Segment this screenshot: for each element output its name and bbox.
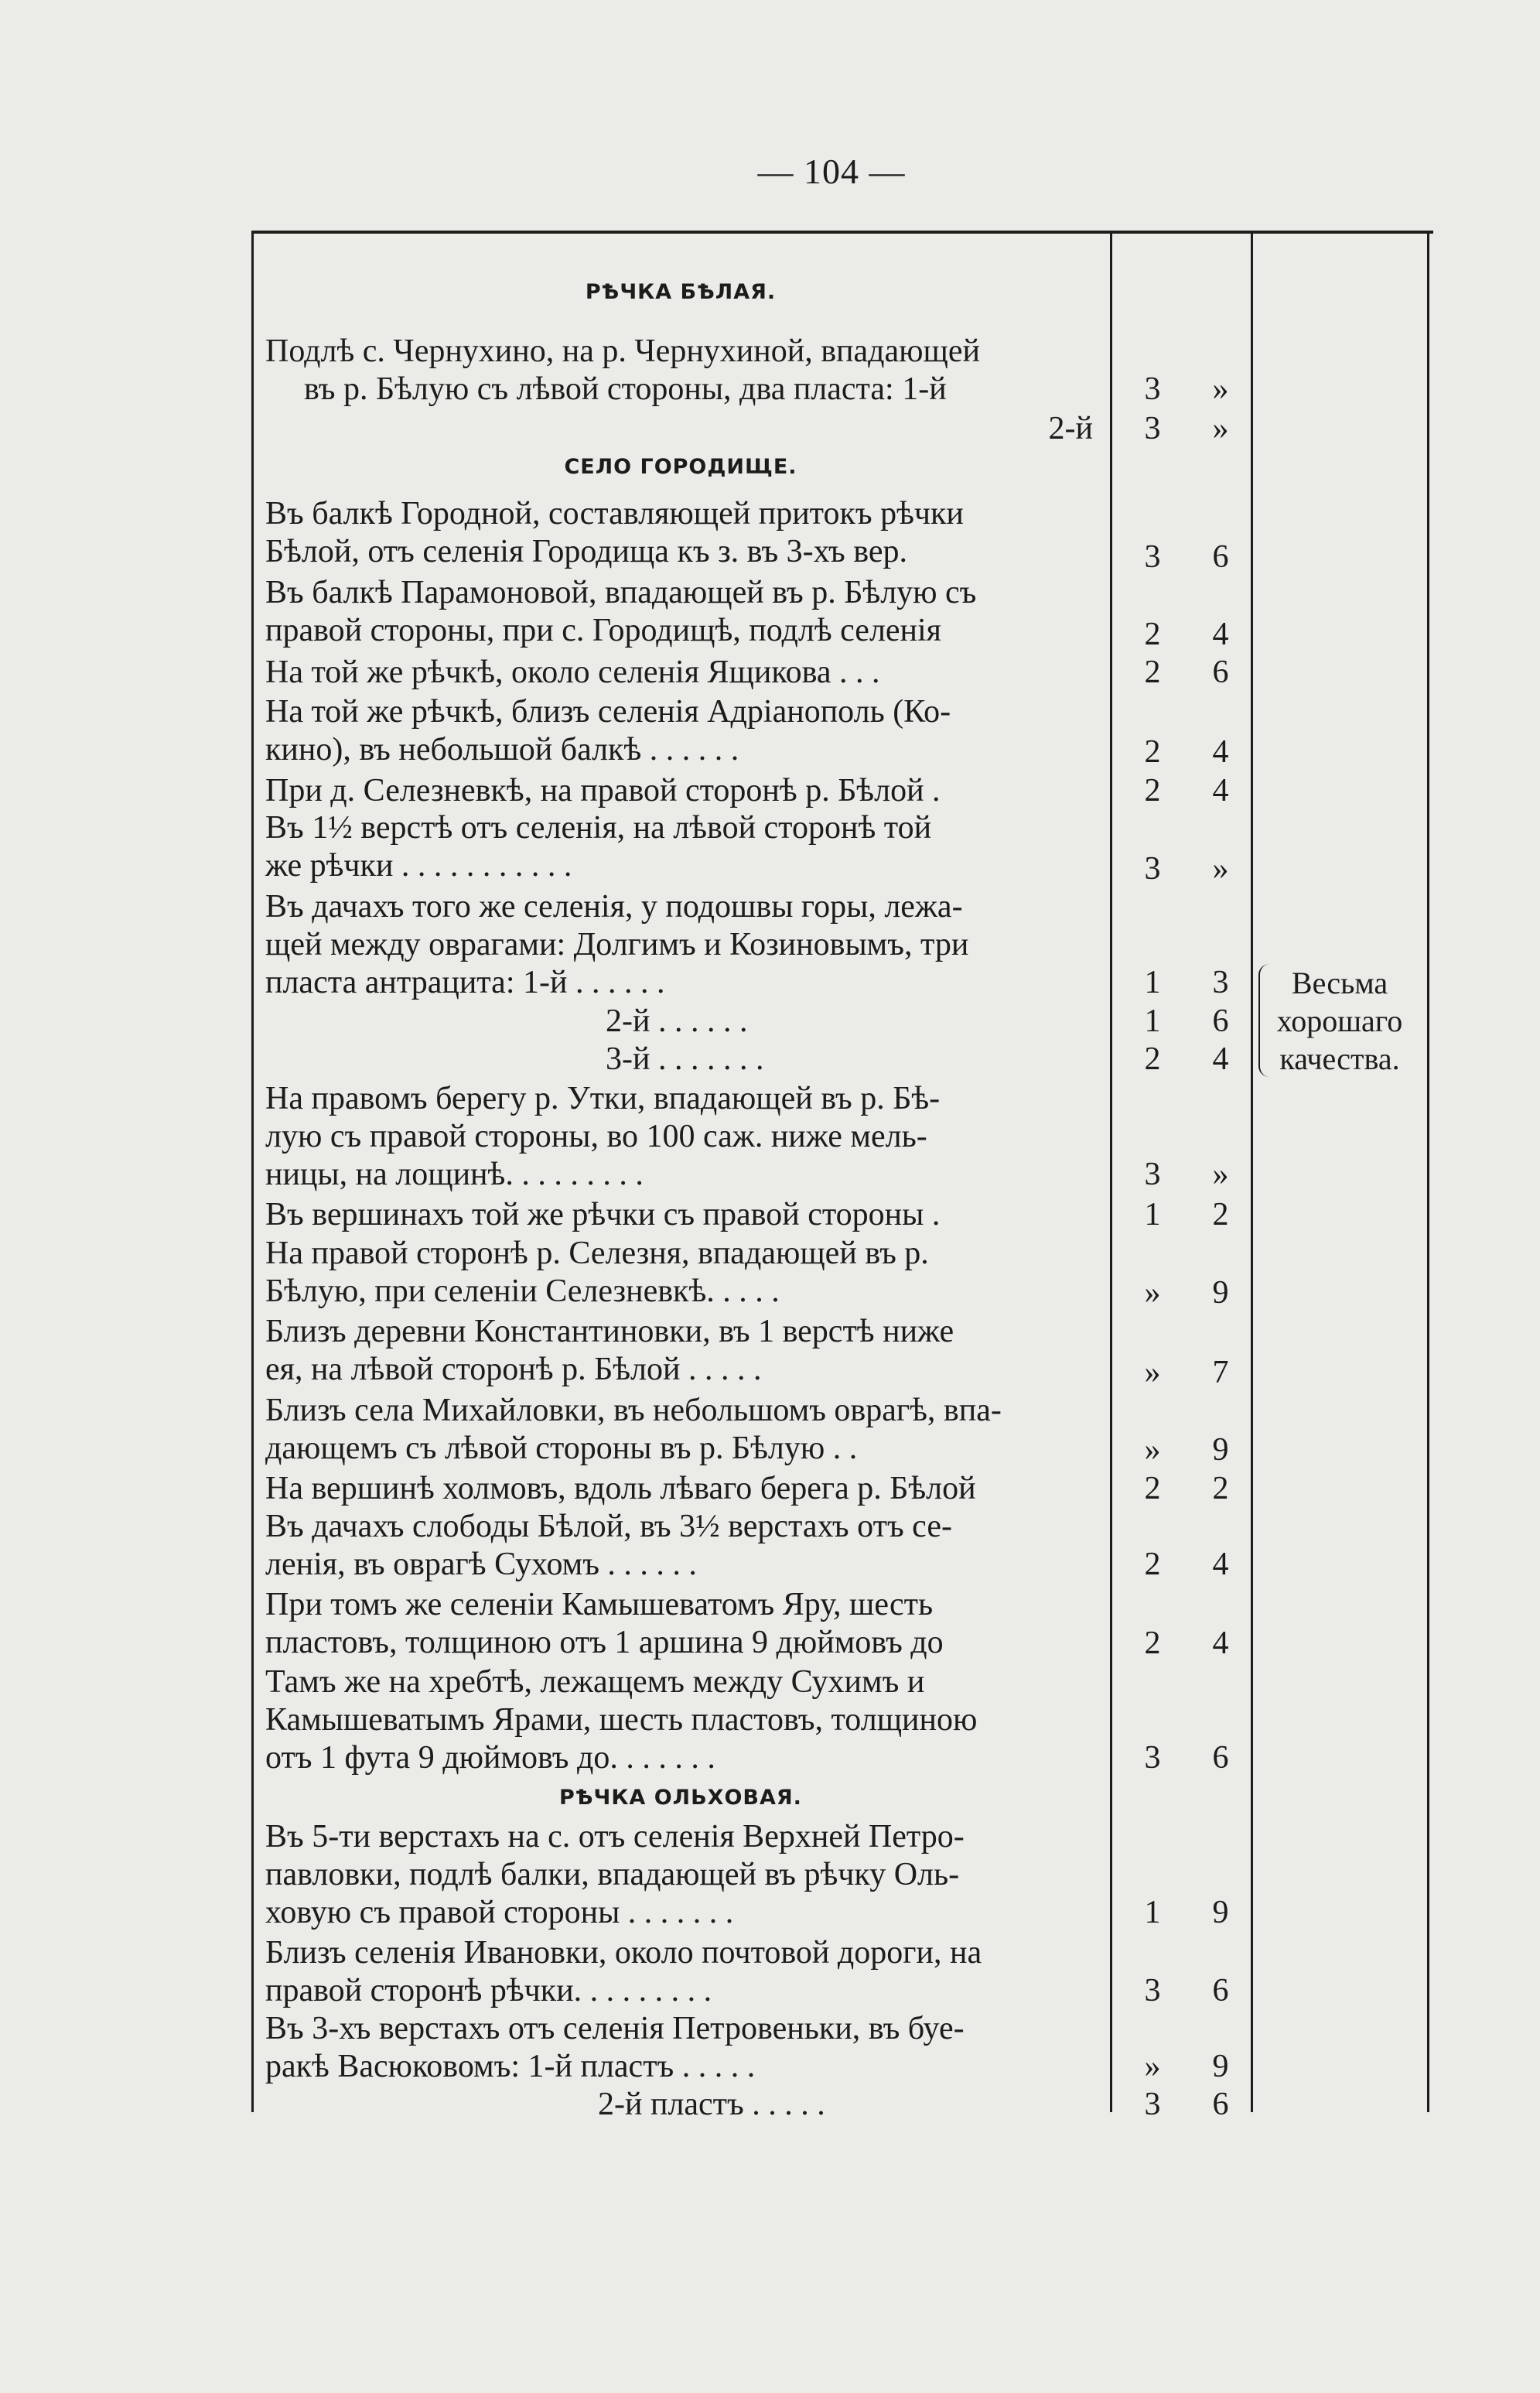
entry-line: Въ балкѣ Городной, составляющей притокъ рѣчки xyxy=(265,496,964,532)
entry-line: На правомъ берегу р. Утки, впадающей въ р. Бѣ- xyxy=(265,1081,941,1116)
entry-line: Въ 1½ верстѣ отъ селенія, на лѣвой сторонѣ той xyxy=(265,810,932,846)
entry-line: Въ 3-хъ верстахъ отъ селенія Петровеньки, въ буе- xyxy=(265,2011,965,2046)
value-col2: 9 xyxy=(1212,1895,1229,1930)
value-col2: 6 xyxy=(1212,1973,1229,2008)
value-col2: 4 xyxy=(1212,773,1229,808)
entry-line: щей между оврагами: Долгимъ и Козиновымъ, три xyxy=(265,927,969,962)
entry-line: же рѣчки . . . . . . . . . . . xyxy=(265,848,572,884)
entry-line: ницы, на лощинѣ. . . . . . . . . xyxy=(265,1157,644,1192)
table-row xyxy=(265,1235,1101,1311)
entry-line: На вершинѣ холмовъ, вдоль лѣваго берега р. Бѣлой xyxy=(265,1471,976,1506)
table-row xyxy=(265,1934,1101,2010)
coal-seams-table xyxy=(251,231,1433,2122)
table-row xyxy=(265,772,1101,810)
value-col2: 4 xyxy=(1212,617,1229,652)
entry-line: 2-й xyxy=(1048,411,1093,446)
value-col1: 2 xyxy=(1144,655,1161,690)
value-col1: 3 xyxy=(1144,851,1161,887)
table-row xyxy=(265,1508,1101,1584)
value-col1: 2 xyxy=(1144,734,1161,770)
entry-line: пласта антрацита: 1-й . . . . . . xyxy=(265,965,665,1000)
table-row xyxy=(265,1663,1101,1777)
value-col1: 1 xyxy=(1144,965,1161,1000)
value-col1: 1 xyxy=(1144,1197,1161,1232)
entry-line: правой стороны, при с. Городищѣ, подлѣ селенія xyxy=(265,613,942,648)
entry-line: отъ 1 фута 9 дюймовъ до. . . . . . . xyxy=(265,1740,715,1776)
entry-line: Въ дачахъ того же селенія, у подошвы горы, лежа- xyxy=(265,889,963,925)
note-line: хорошаго xyxy=(1276,1003,1403,1038)
table-row xyxy=(265,2086,1101,2124)
page-number: — 104 — xyxy=(757,152,906,191)
table-row xyxy=(265,1196,1101,1234)
entry-line: дающемъ съ лѣвой стороны въ р. Бѣлую . . xyxy=(265,1431,858,1466)
table-row xyxy=(265,1818,1101,1932)
entry-line: На правой сторонѣ р. Селезня, впадающей въ р. xyxy=(265,1236,929,1271)
table-row xyxy=(265,410,1101,448)
entry-line: правой сторонѣ рѣчки. . . . . . . . . xyxy=(265,1973,712,2008)
section-heading-belaya: РѢЧКА БѢЛАЯ. xyxy=(585,280,777,304)
entry-line: ленія, въ оврагѣ Сухомъ . . . . . . xyxy=(265,1547,697,1582)
value-col1: » xyxy=(1144,1432,1161,1468)
value-col1: 3 xyxy=(1144,371,1161,407)
value-col2: » xyxy=(1212,1157,1229,1192)
table-row xyxy=(265,495,1101,571)
section-heading-olkhovaya: РѢЧКА ОЛЬХОВАЯ. xyxy=(559,1786,802,1810)
table-row xyxy=(265,654,1101,692)
value-col1: 2 xyxy=(1144,1547,1161,1582)
value-col2: 6 xyxy=(1212,1003,1229,1039)
entry-line: На той же рѣчкѣ, около селенія Ящикова . . . xyxy=(265,655,880,690)
entry-line: ея, на лѣвой сторонѣ р. Бѣлой . . . . . xyxy=(265,1352,762,1387)
value-col2: 6 xyxy=(1212,539,1229,575)
value-col1: 2 xyxy=(1144,1471,1161,1506)
entry-line: При томъ же селеніи Камышеватомъ Яру, шесть xyxy=(265,1587,934,1622)
table-row xyxy=(265,2010,1101,2086)
value-col1: » xyxy=(1144,1355,1161,1390)
value-col1: 3 xyxy=(1144,1157,1161,1192)
entry-line: 2-й . . . . . . xyxy=(606,1003,748,1039)
value-col1: 1 xyxy=(1144,1003,1161,1039)
entry-line: При д. Селезневкѣ, на правой сторонѣ р. Бѣлой . xyxy=(265,773,941,808)
table-row xyxy=(265,1080,1101,1194)
entry-line: Близъ деревни Константиновки, въ 1 верстѣ ниже xyxy=(265,1314,954,1349)
value-col2: 9 xyxy=(1212,1432,1229,1468)
value-col2: » xyxy=(1212,411,1229,446)
entry-line: павловки, подлѣ балки, впадающей въ рѣчку Оль- xyxy=(265,1857,960,1892)
value-col2: » xyxy=(1212,851,1229,887)
entry-line: Въ 5-ти верстахъ на с. отъ селенія Верхней Петро- xyxy=(265,1819,965,1855)
value-col2: 6 xyxy=(1212,655,1229,690)
quality-note xyxy=(1258,964,1421,1078)
value-col1: 2 xyxy=(1144,773,1161,808)
entry-line: кино), въ небольшой балкѣ . . . . . . xyxy=(265,732,739,767)
value-col2: 4 xyxy=(1212,734,1229,770)
value-col2: 4 xyxy=(1212,1041,1229,1077)
entry-line: Бѣлой, отъ селенія Городища къ з. въ 3-хъ вер. xyxy=(265,534,907,569)
entry-line: ховую съ правой стороны . . . . . . . xyxy=(265,1895,734,1930)
value-col2: 9 xyxy=(1212,2049,1229,2084)
value-col2: 6 xyxy=(1212,1740,1229,1776)
table-row xyxy=(265,693,1101,769)
entry-line: Камышеватымъ Ярами, шесть пластовъ, толщиною xyxy=(265,1702,978,1738)
value-col2: » xyxy=(1212,371,1229,407)
value-col1: » xyxy=(1144,1275,1161,1311)
table-row xyxy=(265,333,1101,409)
table-row xyxy=(265,1041,1101,1079)
table-row xyxy=(265,1313,1101,1389)
entry-line: Въ вершинахъ той же рѣчки съ правой стороны . xyxy=(265,1197,941,1232)
table-row xyxy=(265,888,1101,1002)
value-col2: 6 xyxy=(1212,2087,1229,2122)
table-row xyxy=(265,1470,1101,1508)
table-row xyxy=(265,1586,1101,1662)
note-line: Весьма xyxy=(1291,966,1388,1000)
entry-line: въ р. Бѣлую съ лѣвой стороны, два пласта: 1-й xyxy=(304,371,947,407)
value-col2: 4 xyxy=(1212,1626,1229,1661)
value-col1: 3 xyxy=(1144,1740,1161,1776)
entry-line: Въ балкѣ Парамоновой, впадающей въ р. Бѣлую съ xyxy=(265,575,977,610)
value-col1: 2 xyxy=(1144,1041,1161,1077)
entry-line: Тамъ же на хребтѣ, лежащемъ между Сухимъ и xyxy=(265,1664,925,1700)
value-col1: 2 xyxy=(1144,1626,1161,1661)
value-col1: 3 xyxy=(1144,1973,1161,2008)
value-col1: » xyxy=(1144,2049,1161,2084)
table-row xyxy=(265,809,1101,885)
value-col2: 4 xyxy=(1212,1547,1229,1582)
entry-line: пластовъ, толщиною отъ 1 аршина 9 дюймовъ до xyxy=(265,1625,944,1660)
value-col2: 7 xyxy=(1212,1355,1229,1390)
value-col2: 9 xyxy=(1212,1275,1229,1311)
entry-line: Подлѣ с. Чернухино, на р. Чернухиной, впадающей xyxy=(265,333,981,369)
table-row xyxy=(265,1003,1101,1041)
value-col2: 2 xyxy=(1212,1197,1229,1232)
entry-line: Бѣлую, при селеніи Селезневкѣ. . . . . xyxy=(265,1273,780,1309)
entry-line: На той же рѣчкѣ, близъ селенія Адріанополь (Ко- xyxy=(265,694,951,730)
value-col1: 3 xyxy=(1144,539,1161,575)
entry-line: Въ дачахъ слободы Бѣлой, въ 3½ верстахъ отъ се- xyxy=(265,1509,952,1544)
table-row xyxy=(265,1392,1101,1468)
section-heading-gorodishche: СЕЛО ГОРОДИЩЕ. xyxy=(564,455,797,479)
entry-line: Близъ села Михайловки, въ небольшомъ оврагѣ, впа- xyxy=(265,1393,1002,1428)
value-col2: 3 xyxy=(1212,965,1229,1000)
entry-line: Близъ селенія Ивановки, около почтовой дороги, на xyxy=(265,1935,982,1971)
value-col1: 3 xyxy=(1144,411,1161,446)
value-col1: 1 xyxy=(1144,1895,1161,1930)
value-col2: 2 xyxy=(1212,1471,1229,1506)
entry-line: лую съ правой стороны, во 100 саж. ниже мель- xyxy=(265,1119,927,1154)
value-col1: 2 xyxy=(1144,617,1161,652)
table-row xyxy=(265,574,1101,650)
entry-line: 2-й пластъ . . . . . xyxy=(598,2087,825,2122)
entry-line: ракѣ Васюковомъ: 1-й пластъ . . . . . xyxy=(265,2049,756,2084)
table-rows xyxy=(251,234,1433,2122)
note-line: качества. xyxy=(1279,1041,1400,1076)
value-col1: 3 xyxy=(1144,2087,1161,2122)
entry-line: 3-й . . . . . . . xyxy=(606,1041,764,1077)
